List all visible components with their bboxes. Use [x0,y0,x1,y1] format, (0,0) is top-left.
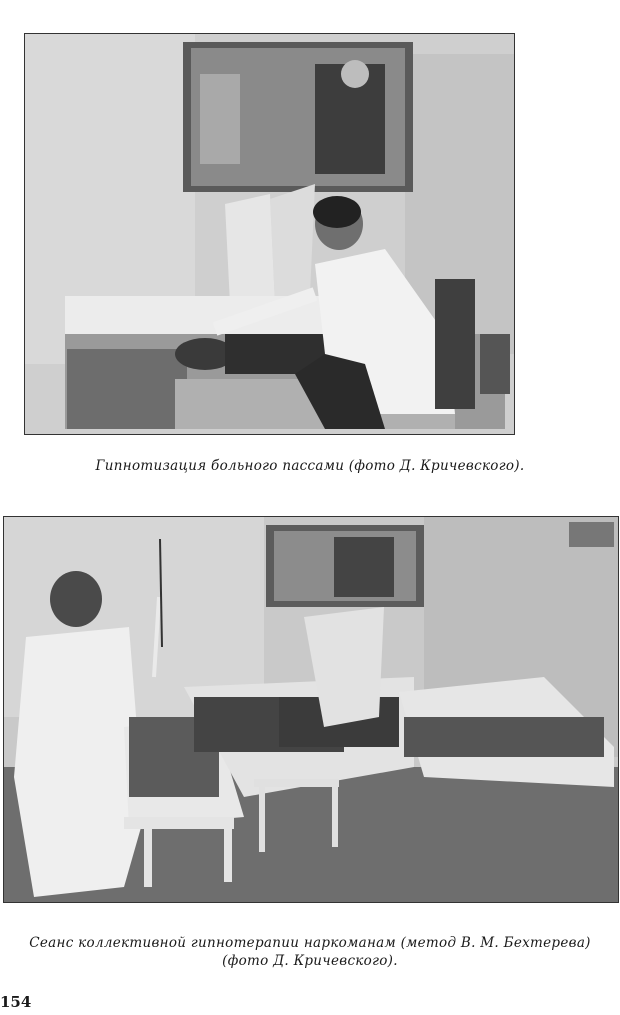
photo-caption-2 [0,934,620,970]
photo-hypnotization-image [25,34,514,434]
photo-collective-hypnotherapy-image [4,517,618,902]
caption-text: Гипнотизация больного пассами (фото Д. Кричевского). [95,458,525,474]
photo-hypnotization [24,33,515,435]
photo-caption-1 [24,457,596,475]
caption-text-line-2: (фото Д. Кричевского). [222,953,398,969]
caption-text-line-1: Сеанс коллективной гипнотерапии наркоманам (метод В. М. Бехтерева) [29,935,591,951]
page-number: 154 [0,993,32,1011]
photo-collective-hypnotherapy [3,516,619,903]
